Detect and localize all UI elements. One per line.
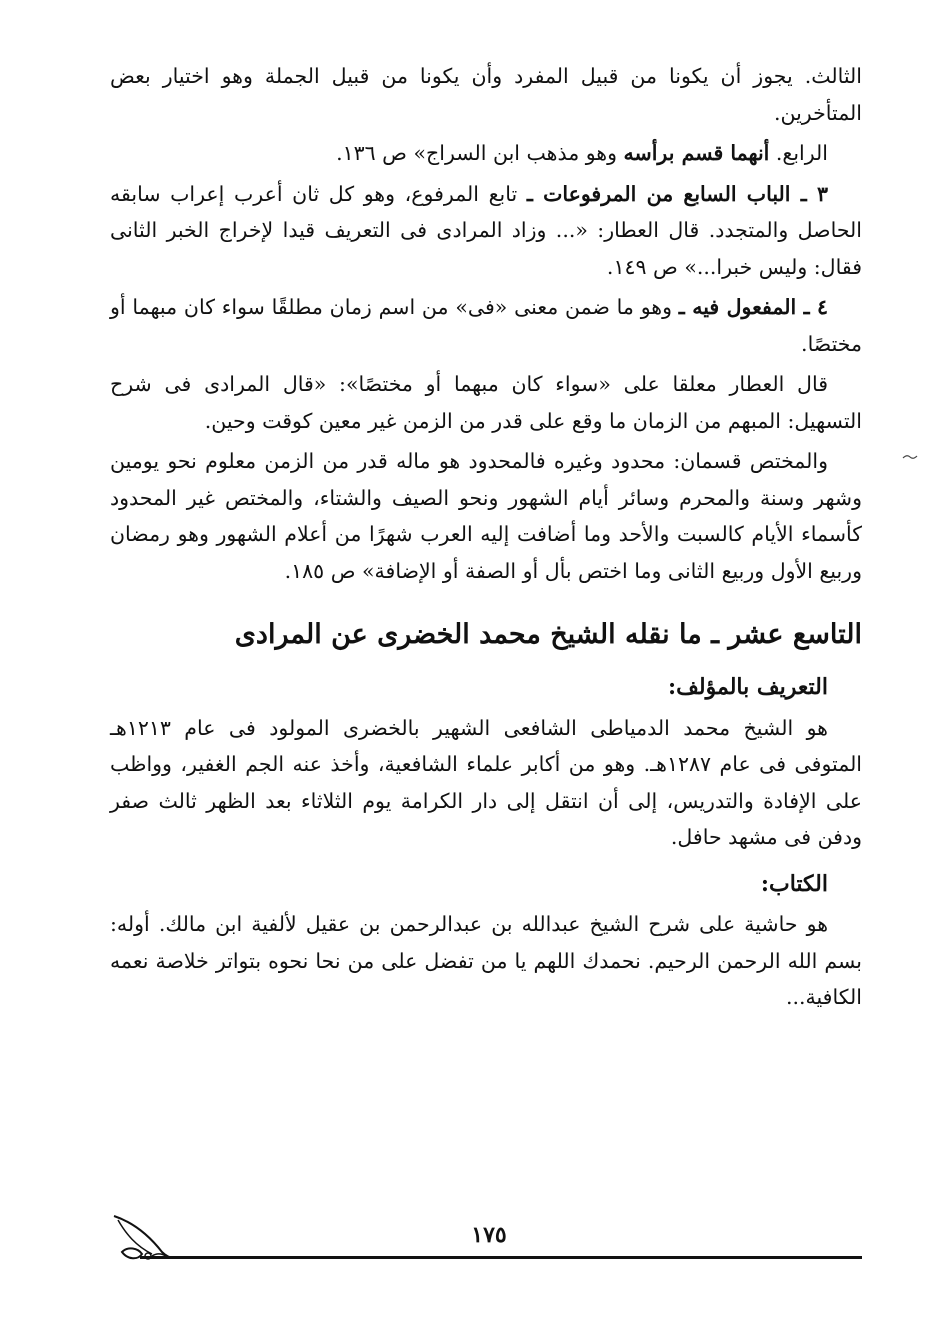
paragraph-third-opinion: الثالث. يجوز أن يكونا من قبيل المفرد وأن يكونا من قبيل الجملة وهو اختيار بعض المتأخرين. xyxy=(110,64,862,125)
author-heading: التعريف بالمؤلف: xyxy=(668,674,828,700)
paragraph-item-3 xyxy=(110,176,862,286)
paragraph-fourth-opinion xyxy=(110,135,862,172)
author-paragraph: هو الشيخ محمد الدمياطى الشافعى الشهير بالخضرى المولود فى عام ١٢١٣هـ المتوفى فى عام ١٢٨٧هـ. وهو من أكابر علماء الشافعية، وأخذ عنه الجم الغفير، وواظب على الإفادة والتدريس، إلى أن انتقل إلى دار الكرامة يوم الثلاثاء بعد الظهر ثالث صفر ودفن فى مشهد حافل. xyxy=(110,715,863,849)
book-paragraph: هو حاشية على شرح الشيخ عبدالله بن عبدالرحمن بن عقيل لألفية ابن مالك. أوله: بسم الله الرحمن الرحيم. نحمدك اللهم يا من تفضل على من نحا نحوه بتواتر خلاصة نعمه الكافية... xyxy=(110,912,862,1009)
footer-rule xyxy=(140,1256,862,1259)
item-4-title: ٤ ـ المفعول فيه ـ xyxy=(678,295,829,319)
item-4-text: وهو ما ضمن معنى «فى» من اسم زمان مطلقًا سواء كان مبهما أو مختصًا. xyxy=(110,295,862,356)
page-number: ١٧٥ xyxy=(471,1222,507,1248)
item-3-text: تابع المرفوع، وهو كل ثان أعرب إعراب سابقه الحاصل والمتجدد. قال العطار: «... وزاد المرادى فى التعريف قيدا لإخراج الخبر الثانى فقال: وليس خبرا...» ص ١٤٩. xyxy=(110,181,862,279)
paragraph-specific-time: والمختص قسمان: محدود وغيره فالمحدود هو ماله قدر من الزمن معلوم نحو يومين وشهر وسنة والمحرم وسائر أيام الشهور ونحو الصيف والشتاء، والمختص غير المحدود كأسماء الأيام كالسبت والأحد وما أضافت إليه العرب شهرًا من أعلام الشهور وهو رمضان وربيع الأول وربيع الثانى وما اختص بأل أو الصفة أو الإضافة» ص ١٨٥. xyxy=(110,449,862,583)
fourth-opinion-label: الرابع. xyxy=(769,141,828,165)
section-title: التاسع عشر ـ ما نقله الشيخ محمد الخضرى عن المرادى xyxy=(234,619,862,650)
item-3-title: ٣ ـ الباب السابع من المرفوعات ـ xyxy=(526,181,828,206)
document-page xyxy=(110,58,862,1020)
book-heading: الكتاب: xyxy=(760,870,828,897)
paragraph-attar-comment: قال العطار معلقا على «سواء كان مبهما أو مختصًا»: «قال المرادى فى شرح التسهيل: المبهم من الزمان ما وقع على قدر من الزمن غير معين كوقت وحين. xyxy=(110,372,862,433)
fourth-opinion-emphasis: أنهما قسم برأسه xyxy=(623,141,770,165)
page-footer xyxy=(116,1218,862,1278)
paragraph-item-4 xyxy=(110,289,862,362)
fourth-opinion-text: وهو مذهب ابن السراج» ص ١٣٦. xyxy=(336,141,624,165)
scan-mark-icon xyxy=(902,452,918,462)
